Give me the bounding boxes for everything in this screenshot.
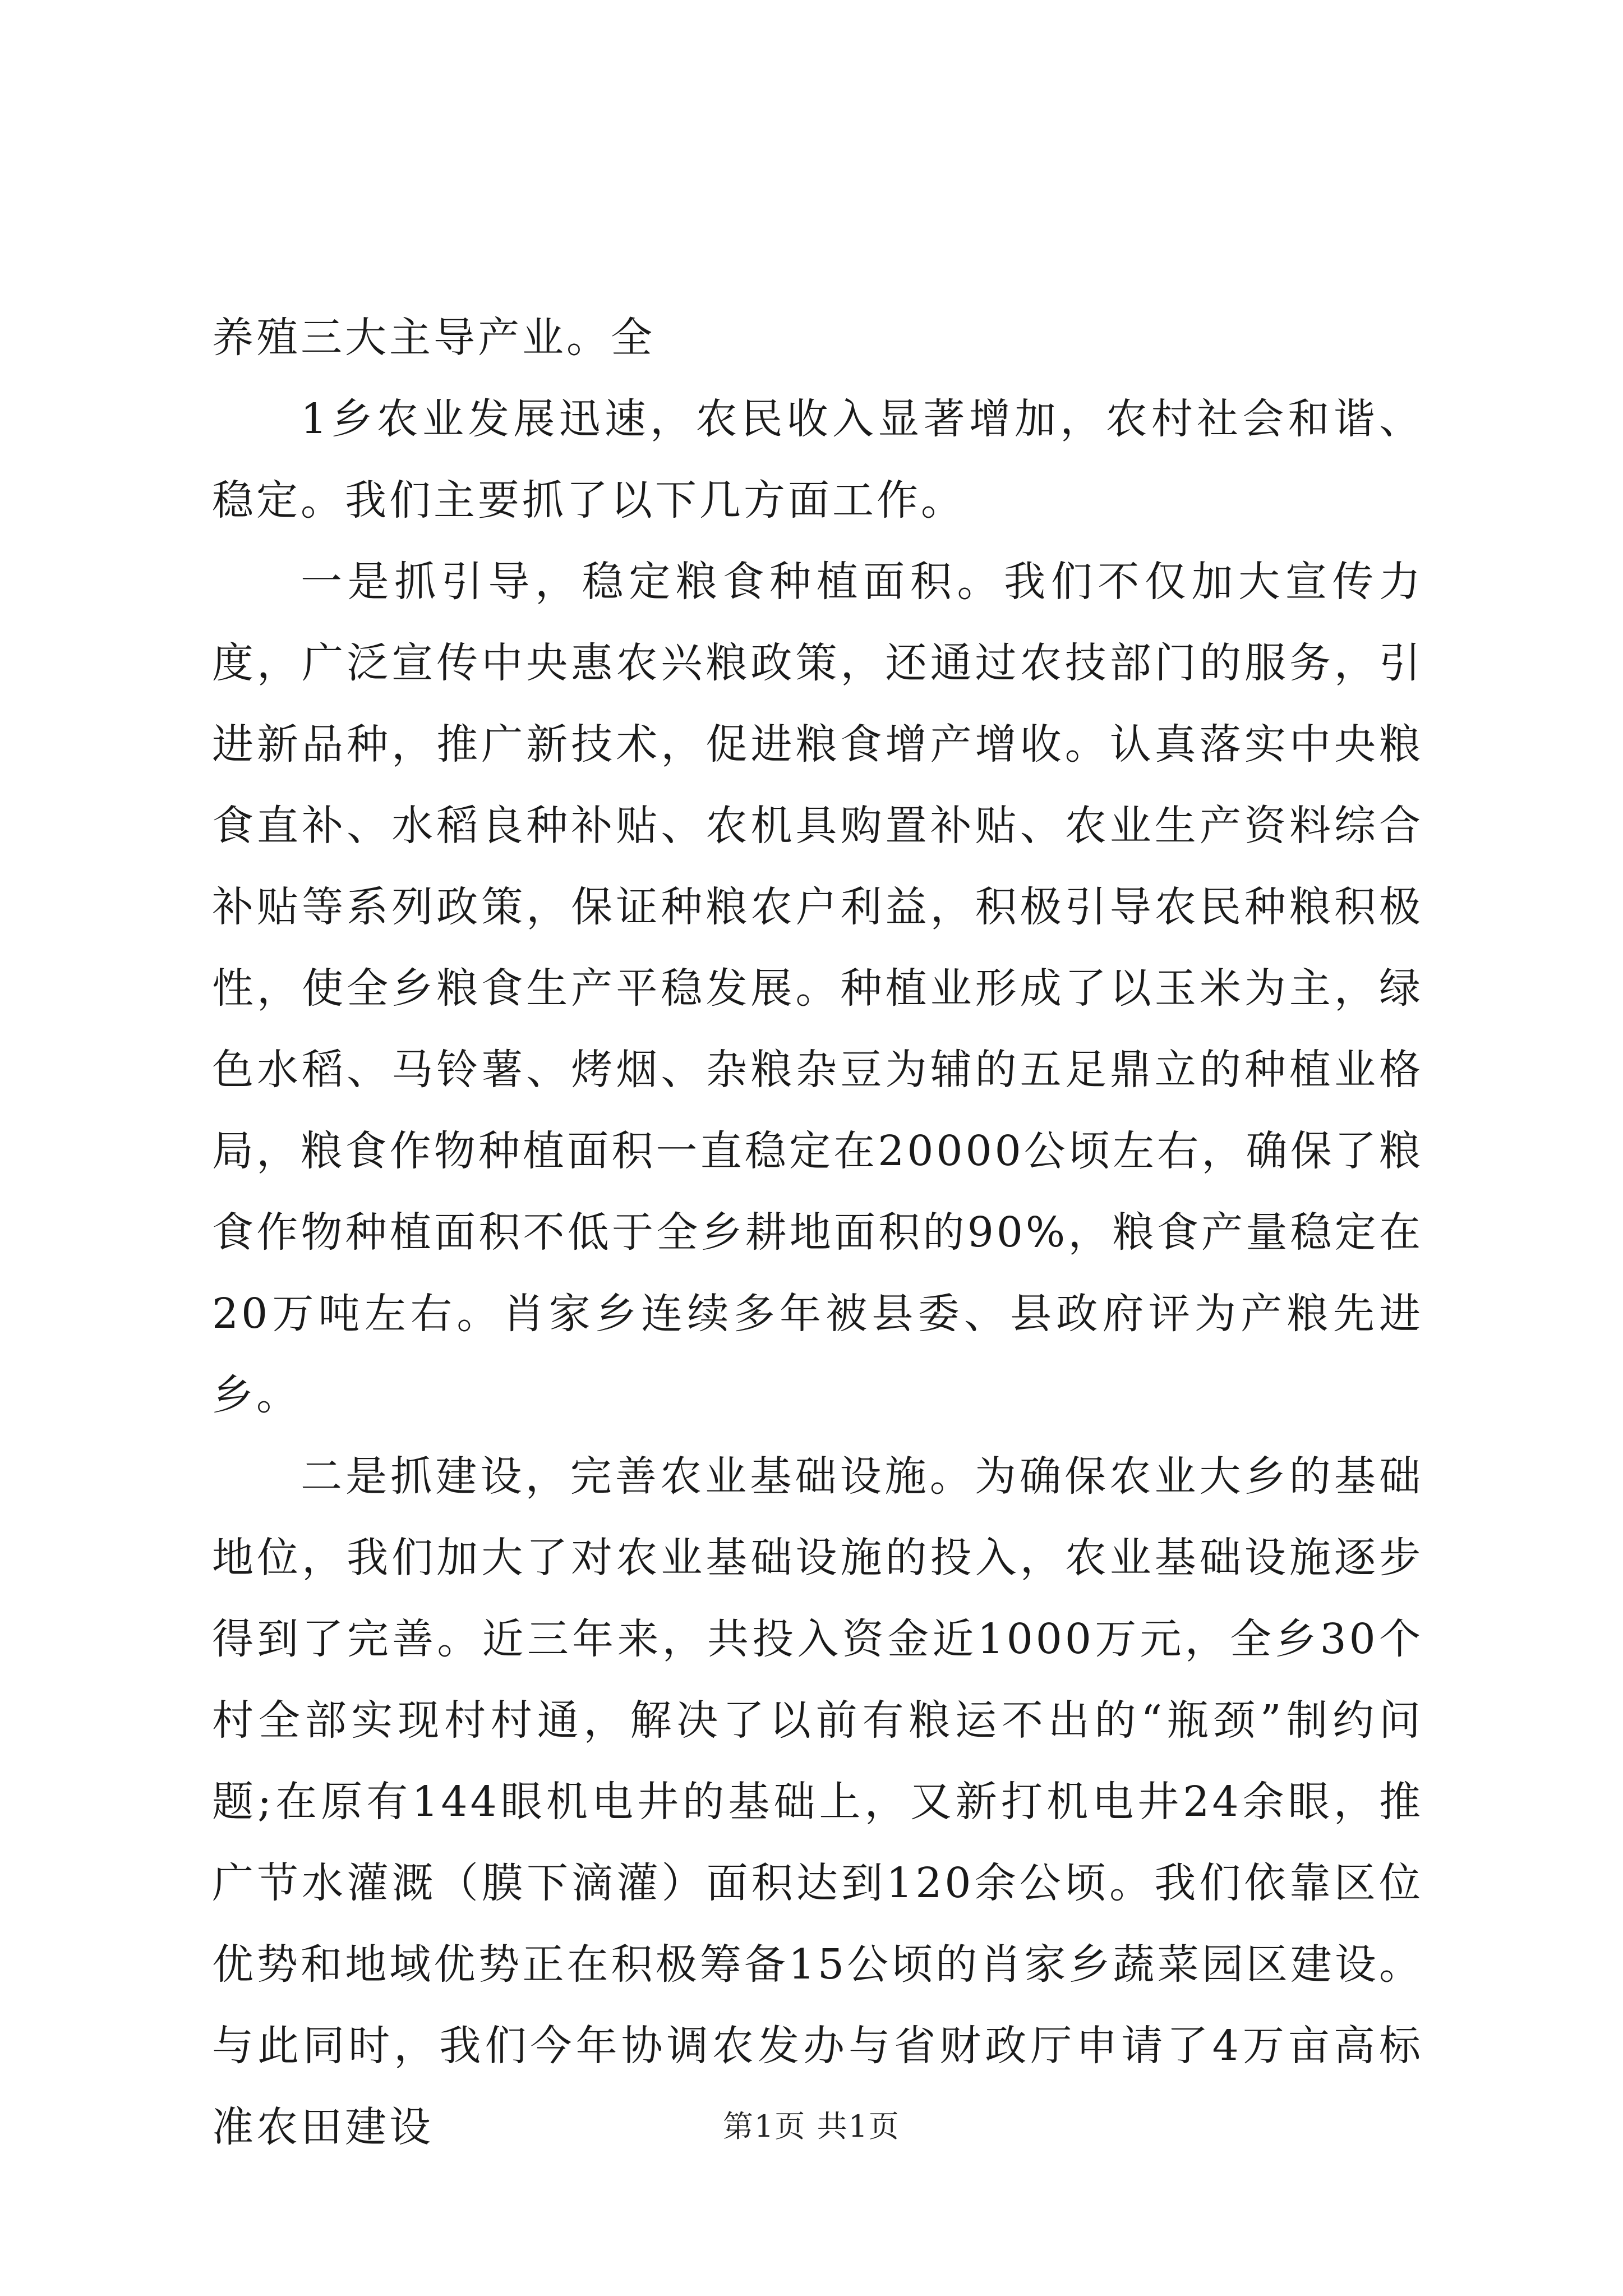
document-body <box>212 297 1423 2168</box>
paragraph-overview: 1乡农业发展迅速，农民收入显著增加，农村社会和谐、稳定。我们主要抓了以下几方面工作。 <box>212 395 1423 524</box>
paragraph-continuation: 养殖三大主导产业。全 <box>212 314 655 362</box>
paragraph-grain-planting: 一是抓引导，稳定粮食种植面积。我们不仅加大宣传力度，广泛宣传中央惠农兴粮政策，还通过农技部门的服务，引进新品种，推广新技术，促进粮食增产增收。认真落实中央粮食直补、水稻良种补贴、农机具购置补贴、农业生产资料综合补贴等系列政策，保证种粮农户利益，积极引导农民种粮积极性，使全乡粮食生产平稳发展。种植业形成了以玉米为主，绿色水稻、马铃薯、烤烟、杂粮杂豆为辅的五足鼎立的种植业格局，粮食作物种植面积一直稳定在20000公顷左右，确保了粮食作物种植面积不低于全乡耕地面积的90%，粮食产量稳定在20万吨左右。肖家乡连续多年被县委、县政府评为产粮先进乡。 <box>212 558 1423 1419</box>
page-footer: 第1页 共1页 <box>723 2109 900 2144</box>
paragraph-infrastructure: 二是抓建设，完善农业基础设施。为确保农业大乡的基础地位，我们加大了对农业基础设施的投入，农业基础设施逐步得到了完善。近三年来，共投入资金近1000万元，全乡30个村全部实现村村通，解决了以前有粮运不出的“瓶颈”制约问题;在原有144眼机电井的基础上，又新打机电井24余眼，推广节水灌溉（膜下滴灌）面积达到120余公顷。我们依靠区位优势和地域优势正在积极筹备15公顷的肖家乡蔬菜园区建设。与此同时，我们今年协调农发办与省财政厅申请了4万亩高标准农田建设 <box>212 1452 1423 2151</box>
